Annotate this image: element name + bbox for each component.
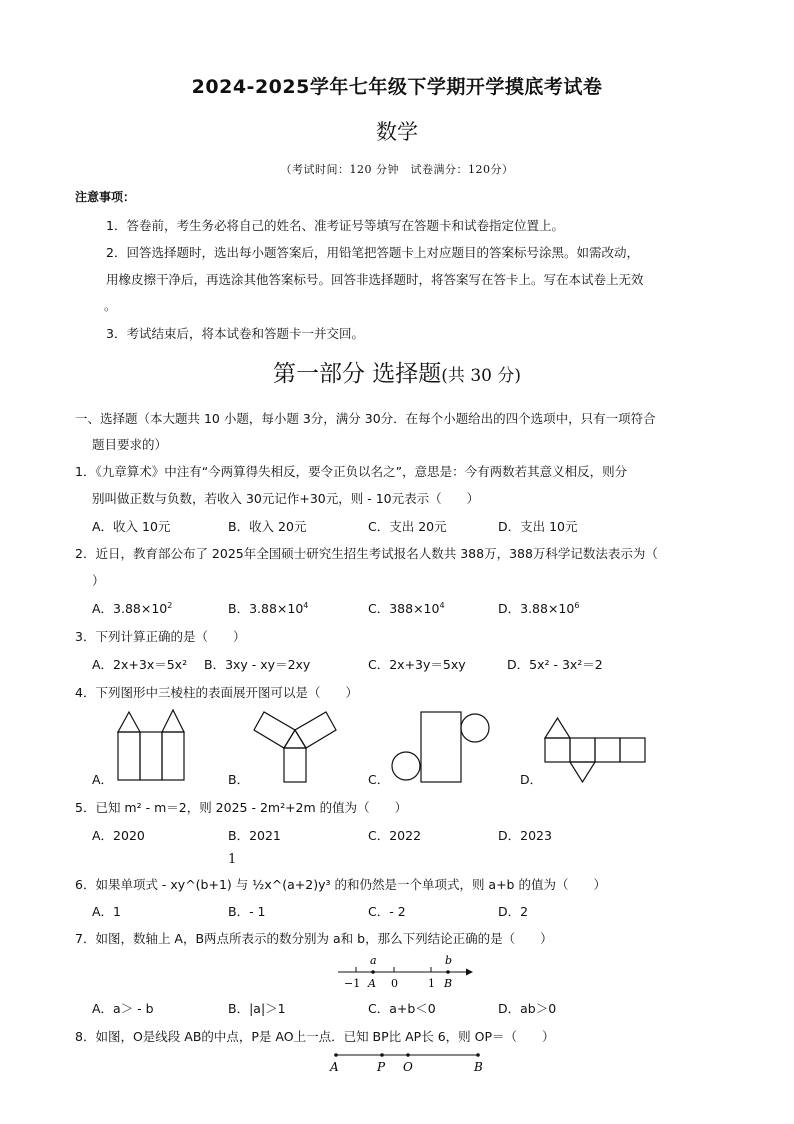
q2-option-a: A．$3.88\times 10^2$ bbox=[92, 600, 173, 616]
q7-option-b: B．|a|＞1 bbox=[228, 1001, 286, 1016]
q4-option-c: C． bbox=[368, 772, 390, 787]
q7-label-a: a bbox=[370, 954, 377, 967]
q8-stem: 8．如图，O是线段 AB的中点，P是 AO上一点．已知 BP比 AP长 6，则 OP＝（ ） bbox=[75, 1029, 555, 1044]
q8-label-p: P bbox=[377, 1060, 386, 1074]
q7-label-A: A bbox=[368, 977, 376, 990]
q1-option-b: B．收入 20元 bbox=[228, 519, 307, 534]
q7-label-zero: 0 bbox=[391, 977, 398, 990]
q7-label-B: B bbox=[444, 977, 453, 990]
q1-stem: 1．《九章算术》中注有“今两算得失相反，要令正负以名之”，意思是：今有两数若其意义相反，则分 bbox=[75, 464, 628, 479]
q3-option-b: B．3xy - xy＝2xy bbox=[204, 657, 311, 672]
q7-label-b: b bbox=[445, 954, 453, 967]
q7-label-one: 1 bbox=[428, 977, 435, 990]
q2-stem: 2．近日，教育部公布了 2025年全国硕士研究生招生考试报名人数共 388万，388万科学记数法表示为（ bbox=[75, 546, 658, 561]
q5-option-a: A．2020 bbox=[92, 828, 145, 843]
part-title bbox=[0, 355, 794, 388]
q7-point-a bbox=[371, 970, 375, 974]
q6-option-a: A．1 bbox=[92, 904, 122, 919]
q2-option-d: D．$3.88\times 10^6$ bbox=[498, 600, 580, 616]
q2-option-b: B．$3.88\times 10^4$ bbox=[228, 600, 309, 616]
q2-stem-cont: ） bbox=[92, 573, 105, 588]
q7-option-a: A．a＞ - b bbox=[92, 1001, 154, 1016]
notice-item-2-cont: 用橡皮擦干净后，再选涂其他答案标号。回答非选择题时，将答案写在答卡上。写在本试卷上无效 bbox=[106, 272, 644, 287]
q5-option-d: D．2023 bbox=[498, 828, 552, 843]
part-title-score: (共 30 分) bbox=[441, 366, 522, 386]
q6-option-d: D．2 bbox=[498, 904, 529, 919]
part-title-main: 第一部分 选择题 bbox=[272, 361, 442, 387]
notice-item-2-end: 。 bbox=[104, 298, 117, 313]
q7-number-line bbox=[334, 952, 474, 992]
q8-label-o: O bbox=[403, 1060, 413, 1074]
q4-option-b: B． bbox=[228, 772, 250, 787]
notice-item-1: 1．答卷前，考生务必将自己的姓名、准考证号等填写在答题卡和试卷指定位置上。 bbox=[106, 218, 564, 233]
q8-label-a: A bbox=[330, 1060, 339, 1074]
q7-stem: 7．如图，数轴上 A，B两点所表示的数分别为 a和 b，那么下列结论正确的是（ ） bbox=[75, 931, 553, 946]
exam-title: 2024-2025学年七年级下学期开学摸底考试卷 bbox=[191, 76, 603, 98]
q5-option-c: C．2022 bbox=[368, 828, 422, 843]
q1-option-d: D．支出 10元 bbox=[498, 519, 578, 534]
q3-option-c: C．2x+3y＝5xy bbox=[368, 657, 466, 672]
q8-point-p bbox=[380, 1053, 384, 1057]
q3-option-a: A．2x+3x＝5x² bbox=[92, 657, 188, 672]
q7-axis-arrow bbox=[466, 969, 473, 976]
q6-fraction-numerator: 1 bbox=[228, 852, 237, 867]
q7-point-b bbox=[446, 970, 450, 974]
q1-stem-cont: 别叫做正数与负数，若收入 30元记作+30元，则 - 10元表示（ ） bbox=[92, 491, 480, 506]
q8-point-a bbox=[334, 1053, 338, 1057]
subject-title: 数学 bbox=[376, 120, 418, 144]
q3-option-d: D．5x² - 3x²＝2 bbox=[507, 657, 603, 672]
q7-option-c: C．a+b＜0 bbox=[368, 1001, 436, 1016]
q4-figure-a bbox=[112, 706, 198, 782]
q7-option-d: D．ab＞0 bbox=[498, 1001, 557, 1016]
q7-label-minus-one: −1 bbox=[344, 977, 361, 990]
section-header-cont: 题目要求的） bbox=[92, 437, 168, 452]
notice-item-3: 3．考试结束后，将本试卷和答题卡一并交回。 bbox=[106, 326, 364, 341]
notice-item-2: 2．回答选择题时，选出每小题答案后，用铅笔把答题卡上对应题目的答案标号涂黑。如需改动， bbox=[106, 245, 639, 260]
q1-option-a: A．收入 10元 bbox=[92, 519, 171, 534]
q4-option-d: D． bbox=[520, 772, 543, 787]
q8-point-b bbox=[476, 1053, 480, 1057]
q2-option-c: C．$388\times 10^4$ bbox=[368, 600, 445, 616]
q4-option-a: A． bbox=[92, 772, 114, 787]
exam-info: （考试时间：120 分钟 试卷满分：120分） bbox=[280, 163, 514, 176]
q5-option-b: B．2021 bbox=[228, 828, 281, 843]
q4-figure-c bbox=[388, 708, 492, 784]
q3-stem: 3．下列计算正确的是（ ） bbox=[75, 629, 246, 644]
q8-segment-figure bbox=[326, 1048, 488, 1076]
q4-figure-d bbox=[542, 714, 650, 786]
q4-stem: 4．下列图形中三棱柱的表面展开图可以是（ ） bbox=[75, 685, 358, 700]
notice-title: 注意事项： bbox=[75, 190, 136, 204]
q5-stem: 5．已知 m² - m＝2，则 2025 - 2m²+2m 的值为（ ） bbox=[75, 800, 408, 815]
q6-stem: 6．如果单项式 - xy^(b+1) 与 ½x^(a+2)y³ 的和仍然是一个单项式，则 a+b 的值为（ ） bbox=[75, 877, 606, 892]
q6-option-b: B．- 1 bbox=[228, 904, 266, 919]
q6-option-c: C．- 2 bbox=[368, 904, 406, 919]
q8-label-b: B bbox=[474, 1060, 483, 1074]
section-header: 一、选择题（本大题共 10 小题，每小题 3分，满分 30分．在每个小题给出的四个选项中，只有一项符合 bbox=[75, 411, 656, 426]
q8-point-o bbox=[406, 1053, 410, 1057]
q4-figure-b bbox=[250, 706, 350, 784]
q1-option-c: C．支出 20元 bbox=[368, 519, 447, 534]
